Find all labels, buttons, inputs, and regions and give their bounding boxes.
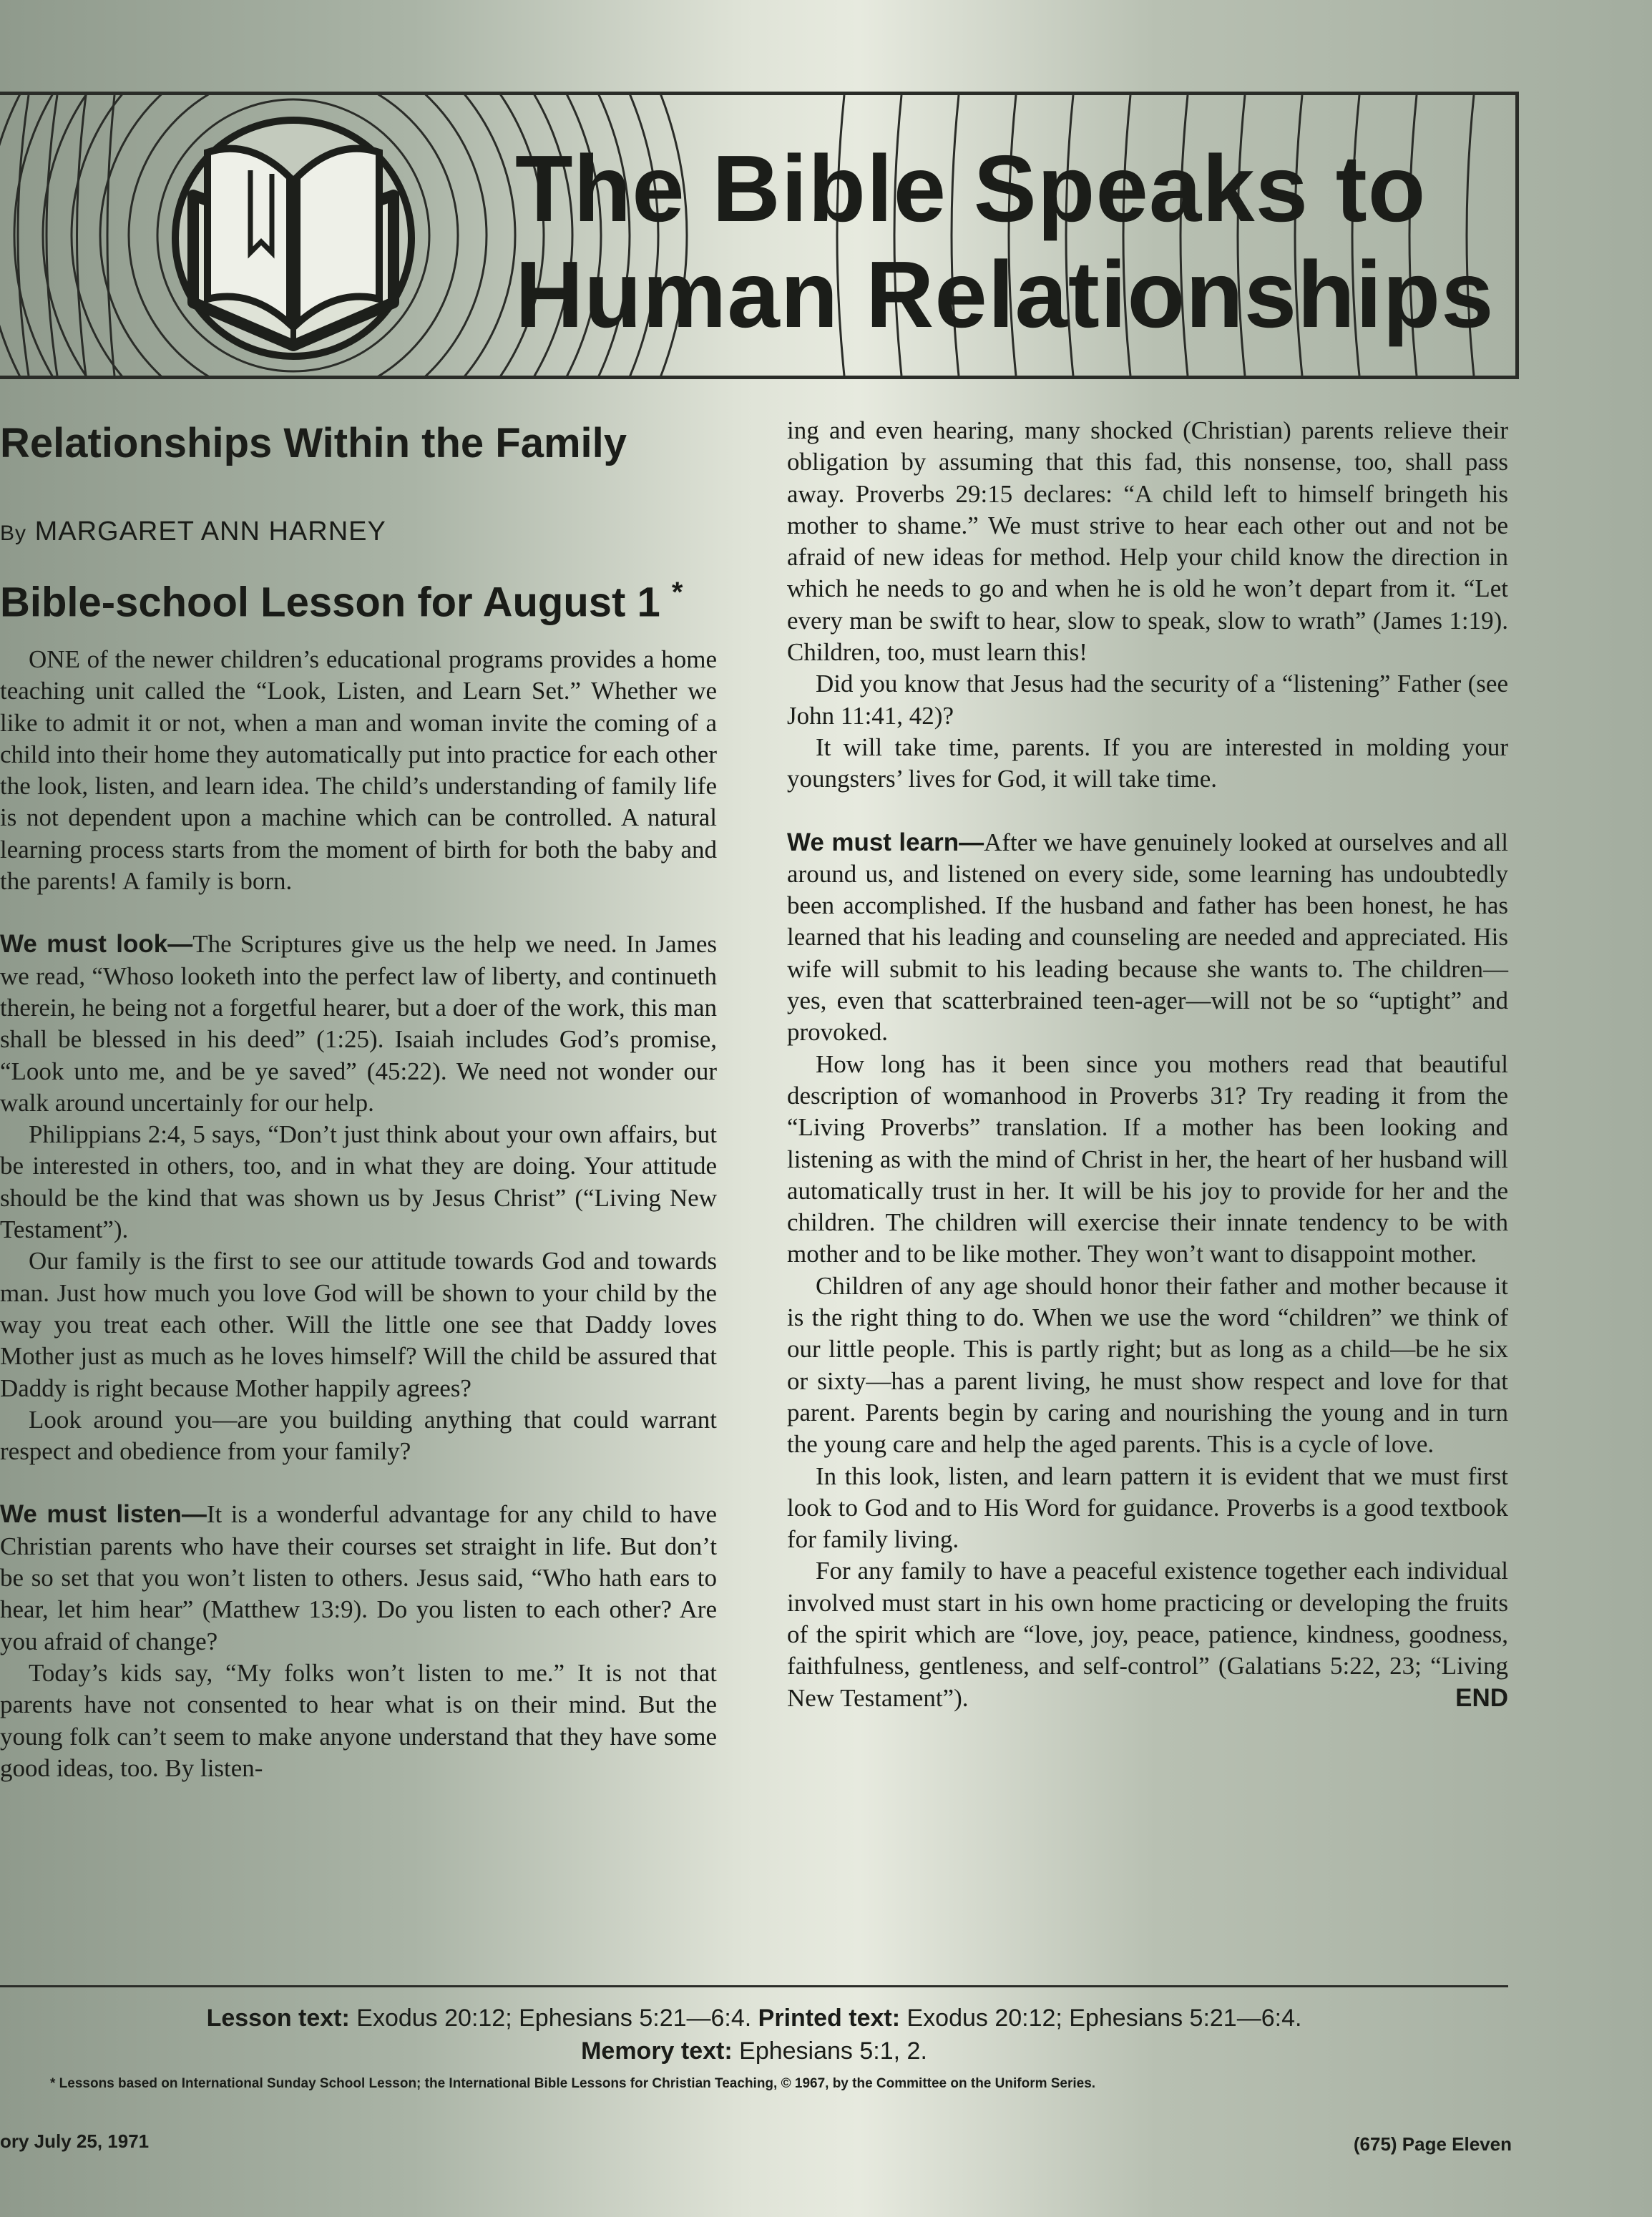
page-number: (675) Page Eleven bbox=[1353, 2133, 1512, 2155]
listen-paragraph-2: Today’s kids say, “My folks won’t listen to me.” It is not that parents have not consented to hear what is on their mind. But the young folk can’t seem to make anyone understand that they have some good ideas, too. By listen- bbox=[0, 1658, 717, 1782]
learn-paragraph-5-text: For any family to have a peaceful existence together each individual involved must start in his own home practicing or developing the fruits of the spirit which are “love, joy, peace, patience, kindness, goodness, faithfulness, gentleness, and self-control” (Galatians 5:22, 23; “Living New Testament”). bbox=[787, 1557, 1508, 1712]
right-paragraph-2: Did you know that Jesus had the security of a “listening” Father (see John 11:41, 42)? bbox=[787, 670, 1508, 730]
right-paragraph-1: ing and even hearing, many shocked (Christian) parents relieve their obligation by assuming that this fad, this nonsense, too, shall pass away. Proverbs 29:15 declares: “A child left to himself bringeth his mother to shame.” We must strive to hear each other out and not be afraid of new ideas for method. Help your child know the direction in which he needs to go and when he is old he won’t depart from it. “Let every man be swift to hear, slow to speak, slow to wrath” (James 1:19). Children, too, must learn this! bbox=[787, 416, 1508, 667]
memory-text-label: Memory text: bbox=[581, 2037, 733, 2065]
learn-paragraph-4: In this look, listen, and learn pattern it is evident that we must first look to God and to His Word for guidance. Proverbs is a good textbook for family living. bbox=[787, 1462, 1508, 1554]
listen-heading: We must listen— bbox=[0, 1500, 207, 1529]
lesson-title bbox=[0, 577, 683, 626]
learn-paragraph-2: How long has it been since you mothers read that beautiful description of womanhood in Proverbs 31? Try reading it from the “Living Proverbs” translation. If a mother has been looking and listening as with the mind of Christ in her, the heart of her husband will automatically trust in her. It will be his joy to provide for her and the children. The children will exercise their innate tendency to be with mother and to be like mother. They won’t want to disappoint mother. bbox=[787, 1049, 1508, 1268]
listen-section bbox=[0, 1499, 717, 1657]
listen-paragraph-1: It is a wonderful advantage for any child to have Christian parents who have their courses set straight in life. But don’t be so set that you won’t listen to others. Jesus said, “Who hath ears to hear, let him hear” (Matthew 13:9). Do you listen to each other? Are you afraid of change? bbox=[0, 1500, 717, 1655]
learn-paragraph-1: After we have genuinely looked at ourselves and all around us, and listened on every side, some learning has undoubtedly been accomplished. If the husband and father has been honest, he has learned that his leading and counseling are needed and appreciated. His wife will submit to his leading because she wants to. The children—yes, even that scatterbrained teen-ager—will not be so “uptight” and provoked. bbox=[787, 828, 1509, 1047]
banner-title-line1: The Bible Speaks to bbox=[515, 136, 1427, 241]
lesson-references bbox=[0, 2002, 1508, 2067]
look-heading: We must look— bbox=[0, 930, 193, 959]
lesson-text-label: Lesson text: bbox=[206, 2005, 350, 2032]
look-paragraph-3: Our family is the first to see our attitude towards God and towards man. Just how much you love God will be shown to your child by the way you treat each other. Will the little one see that Daddy loves Mother just as much as he loves himself? Will the child be assured that Daddy is right because Mother happily agrees? bbox=[0, 1247, 717, 1402]
left-column bbox=[0, 644, 717, 1784]
lesson-references-line2 bbox=[0, 2035, 1508, 2067]
lesson-title-text: Bible-school Lesson for August 1 bbox=[0, 579, 660, 626]
look-paragraph-1: The Scriptures give us the help we need. In James we read, “Whoso looketh into the perfect law of liberty, and continueth therein, he being not a forgetful hearer, but a doer of the work, this man shall be blessed in his deed” (1:25). Isaiah includes God’s promise, “Look unto me, and be ye saved” (45:22). We need not wonder our walk around uncertainly for our help. bbox=[0, 930, 717, 1117]
lesson-references-line1 bbox=[0, 2002, 1508, 2035]
issue-date: ory July 25, 1971 bbox=[0, 2130, 150, 2152]
article-title: Relationships Within the Family bbox=[0, 420, 627, 466]
banner-title bbox=[515, 136, 1502, 348]
open-bible-icon bbox=[143, 109, 444, 367]
footer-divider bbox=[0, 1985, 1508, 1987]
lesson-footnote-marker: * bbox=[671, 577, 683, 608]
look-section bbox=[0, 929, 717, 1119]
right-paragraph-3: It will take time, parents. If you are interested in molding your youngsters’ lives for God, it will take time. bbox=[787, 733, 1508, 793]
learn-paragraph-3: Children of any age should honor their father and mother because it is the right thing to do. When we use the word “children” we think of our little people. This is partly right; but as long as a child—be he six or sixty—has a parent living, he must show respect and love for that parent. Parents begin by caring and nourishing the young and in turn the young care and help the aged parents. This is a cycle of love. bbox=[787, 1271, 1508, 1459]
author-name: MARGARET ANN HARNEY bbox=[34, 517, 386, 547]
intro-paragraph: ONE of the newer children’s educational programs provides a home teaching unit called the “Look, Listen, and Learn Set.” Whether we like to admit it or not, when a man and woman invite the coming of a child into their home they automatically put into practice for each other the look, listen, and learn idea. The child’s understanding of family life is not dependent upon a machine which can be controlled. A natural learning process starts from the moment of birth for both the baby and the parents! A family is born. bbox=[0, 645, 717, 896]
memory-text-value: Ephesians 5:1, 2. bbox=[739, 2037, 927, 2065]
look-paragraph-2: Philippians 2:4, 5 says, “Don’t just think about your own affairs, but be interested in others, too, and in what they are doing. Your attitude should be the kind that was shown us by Jesus Christ” (“Living New Testament”). bbox=[0, 1120, 717, 1244]
printed-text-label: Printed text: bbox=[758, 2005, 901, 2032]
learn-heading: We must learn— bbox=[787, 828, 984, 856]
right-column bbox=[787, 415, 1508, 1714]
banner-title-line2: Human Relationships bbox=[515, 242, 1495, 347]
lesson-footnote: * Lessons based on International Sunday School Lesson; the International Bible Lessons for Christian Teaching, © 1967, by the Committee on the Uniform Series. bbox=[50, 2076, 1096, 2091]
byline bbox=[0, 517, 386, 547]
printed-text-value: Exodus 20:12; Ephesians 5:21—6:4. bbox=[906, 2005, 1302, 2032]
end-mark: END bbox=[1455, 1683, 1508, 1712]
look-paragraph-4: Look around you—are you building anything that could warrant respect and obedience from your family? bbox=[0, 1405, 717, 1466]
learn-section bbox=[787, 827, 1508, 1049]
byline-prefix: By bbox=[0, 522, 27, 545]
learn-paragraph-5 bbox=[787, 1555, 1508, 1713]
lesson-text-value: Exodus 20:12; Ephesians 5:21—6:4. bbox=[356, 2005, 752, 2032]
